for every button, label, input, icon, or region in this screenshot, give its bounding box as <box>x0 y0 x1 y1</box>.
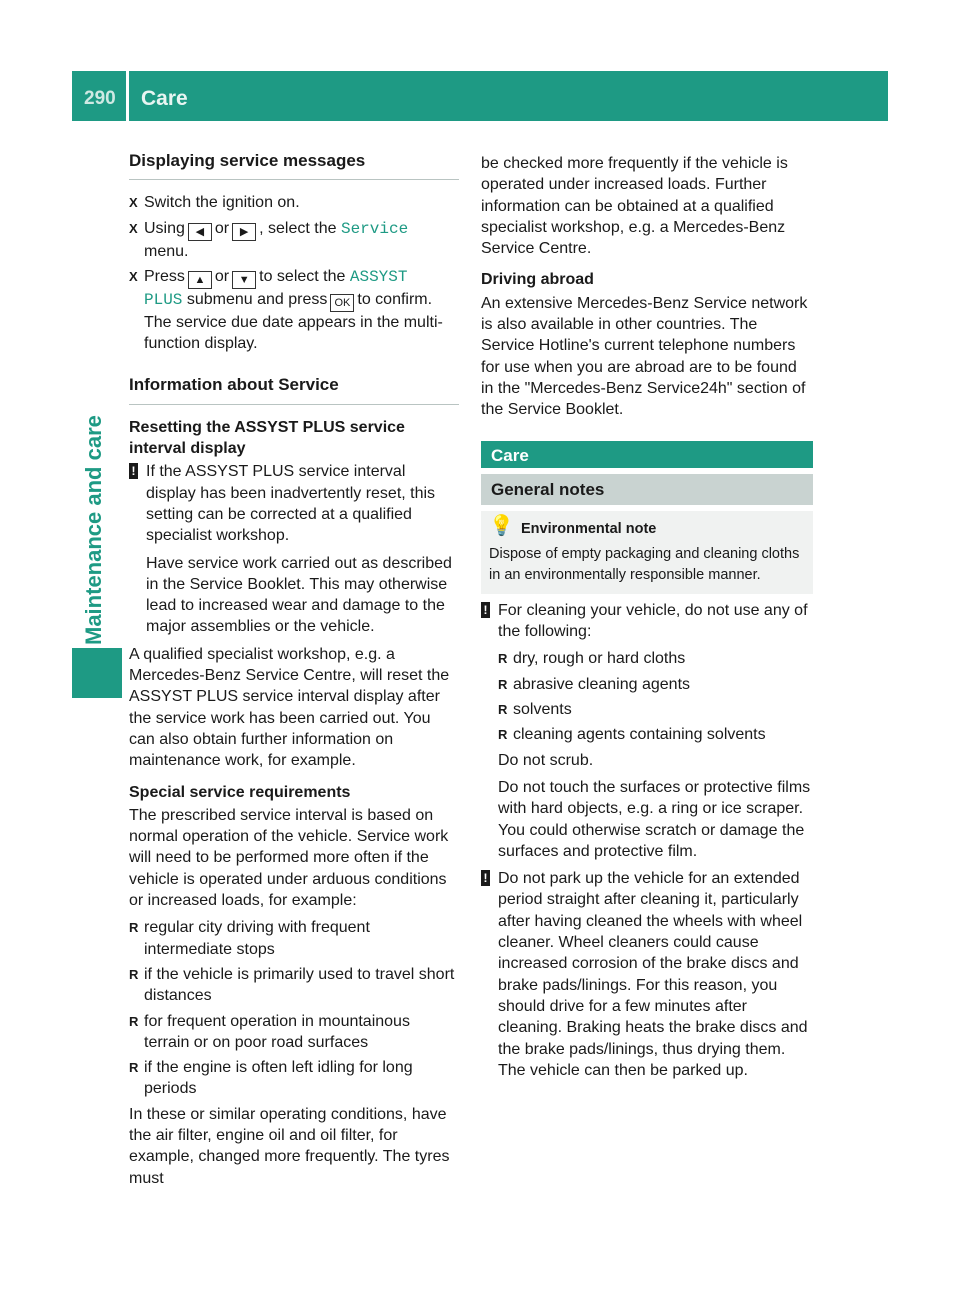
step-text: to select the <box>259 267 346 285</box>
step-text: to confirm. <box>357 290 433 308</box>
page-number: 290 <box>84 88 116 109</box>
list-item: R if the engine is often left idling for long periods <box>129 1057 459 1100</box>
closing-paragraph: In these or similar operating conditions, have the air filter, engine oil and oil filter, for example, changed more frequently. The tyres must <box>129 1105 450 1187</box>
page-title: Care <box>141 87 188 110</box>
step-text: submenu and press <box>186 290 328 308</box>
warning-icon: ! <box>481 602 490 618</box>
step-text: The service due date appears in the multi-function display. <box>144 313 443 353</box>
list-item: R cleaning agents containing solvents <box>498 724 813 745</box>
step-select-menu <box>129 218 459 262</box>
step-text: menu. <box>144 242 189 260</box>
submenu-name: ASSYST <box>349 267 408 286</box>
reset-warning <box>129 461 459 637</box>
warning-text: Do not touch the surfaces or protective films with hard objects, e.g. a ring or ice scraper. You could otherwise scratch or damage the surfaces and protective film. <box>498 778 811 860</box>
page-header-bar <box>72 71 888 121</box>
general-notes-bar: General notes <box>481 474 813 505</box>
cleaning-warning <box>481 600 813 862</box>
warning-text: For cleaning your vehicle, do not use any of the following: <box>498 601 808 641</box>
section-title-displaying: Displaying service messages <box>129 150 459 180</box>
list-item: R abrasive cleaning agents <box>498 674 813 695</box>
reset-paragraph: A qualified specialist workshop, e.g. a Mercedes-Benz Service Centre, will reset the ASSYST PLUS service interval display after the service work has been carried out. You can also obtain further information on maintenance work, for example. <box>129 645 450 770</box>
down-arrow-key-icon: ▼ <box>232 271 256 289</box>
submenu-name-cont: PLUS <box>144 290 183 309</box>
list-item: R for frequent operation in mountainous terrain or on poor road surfaces <box>129 1011 459 1054</box>
list-item: R dry, rough or hard cloths <box>498 648 813 669</box>
left-arrow-key-icon: ◀ <box>188 223 212 241</box>
environmental-note-text: Dispose of empty packaging and cleaning cloths in an environmentally responsible manner. <box>489 545 800 583</box>
side-tab-label: Maintenance and care <box>81 415 106 645</box>
section-title-info: Information about Service <box>129 374 459 404</box>
left-column <box>129 150 459 1189</box>
step-text: Switch the ignition on. <box>144 194 300 212</box>
step-text: , select the <box>259 219 337 237</box>
environmental-note-box <box>481 511 813 594</box>
abroad-title: Driving abroad <box>481 271 594 289</box>
step-text: Press <box>144 267 185 285</box>
step-text: or <box>214 219 230 237</box>
list-item: R regular city driving with frequent intermediate stops <box>129 917 459 960</box>
list-item: R if the vehicle is primarily used to travel short distances <box>129 964 459 1007</box>
care-section-bar: Care <box>481 441 813 468</box>
list-item: R solvents <box>498 699 813 720</box>
side-tab-marker <box>72 648 122 698</box>
ok-key-icon: OK <box>330 294 354 312</box>
step-text: or <box>214 267 230 285</box>
warning-text: Do not park up the vehicle for an extended period straight after cleaning it, particularly after having cleaned the wheels with wheel cleaner. Wheel cleaners could cause increased corrosion of the brake discs and brake pads/linings. For this reason, you should drive for a few minutes after cleaning. Braking heats the brake discs and the brake pads/linings, thus drying them. The vehicle can then be parked up. <box>498 870 808 1079</box>
right-column <box>481 153 813 1081</box>
parking-warning <box>481 868 813 1081</box>
lightbulb-icon: 💡 <box>489 514 514 537</box>
continued-paragraph: be checked more frequently if the vehicle is operated under increased loads. Further information can be obtained at a qualified specialist workshop, e.g. a Mercedes-Benz Service Centre. <box>481 155 788 258</box>
environmental-note-heading <box>489 514 805 540</box>
special-title: Special service requirements <box>129 783 351 801</box>
step-select-submenu <box>129 266 459 355</box>
abroad-paragraph: An extensive Mercedes-Benz Service network is also available in other countries. The Service Hotline's current telephone numbers for use when you are abroad are to be found in the "Mercedes-Benz Service24h" section of the Service Booklet. <box>481 294 808 419</box>
step-text: Using <box>144 219 185 237</box>
menu-name: Service <box>340 219 409 238</box>
warning-icon: ! <box>129 463 138 479</box>
warning-text: Do not scrub. <box>498 751 594 769</box>
warning-text: If the ASSYST PLUS service interval display has been inadvertently reset, this setting can be corrected at a qualified specialist workshop. <box>146 463 436 545</box>
right-arrow-key-icon: ▶ <box>232 223 256 241</box>
up-arrow-key-icon: ▲ <box>188 271 212 289</box>
header-divider <box>126 71 129 121</box>
warning-icon: ! <box>481 870 490 886</box>
reset-title: Resetting the ASSYST PLUS service interval display <box>129 418 405 458</box>
special-paragraph: The prescribed service interval is based on normal operation of the vehicle. Service work will need to be performed more often if the vehicle is operated under arduous conditions or increased loads, for example: <box>129 806 449 910</box>
warning-text: Have service work carried out as described in the Service Booklet. This may otherwise lead to increased wear and damage to the major assemblies or the vehicle. <box>146 554 452 636</box>
step-ignition <box>129 192 459 213</box>
environmental-note-title: Environmental note <box>521 520 657 537</box>
